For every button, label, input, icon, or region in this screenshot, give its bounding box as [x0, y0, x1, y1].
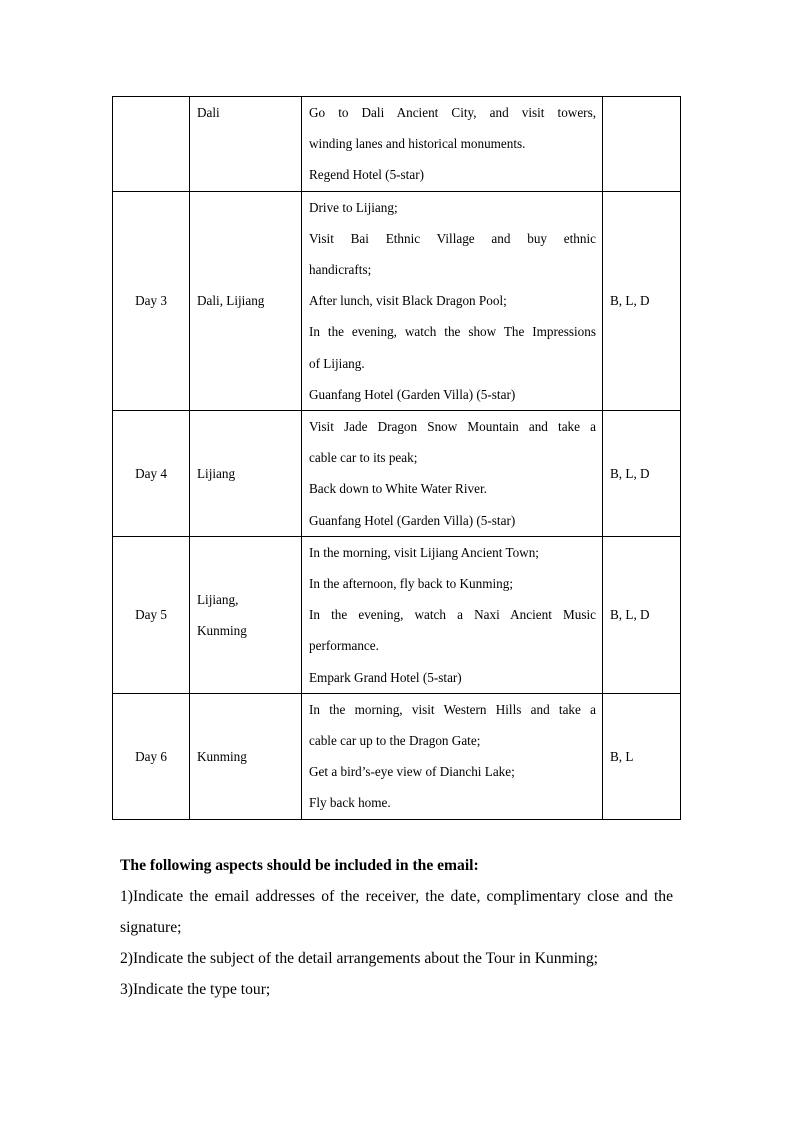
- place-line: Dali: [197, 105, 220, 120]
- activity-line: of Lijiang.: [309, 355, 365, 371]
- meals-cell: B, L, D: [603, 411, 681, 537]
- activity-line: performance.: [309, 638, 379, 654]
- meals-cell: B, L: [603, 693, 681, 819]
- activity-line: Fly back home.: [309, 795, 391, 811]
- table-row: [113, 97, 681, 192]
- activity-line: Back down to White Water River.: [309, 481, 487, 497]
- activity-line: Guanfang Hotel (Garden Villa) (5-star): [309, 512, 516, 528]
- activity-cell: [302, 411, 603, 537]
- place-line: Kunming: [197, 748, 247, 764]
- activity-line: Go to Dali Ancient City, and visit towers,: [309, 105, 596, 120]
- itinerary-table: [112, 96, 681, 820]
- activity-line: handicrafts;: [309, 262, 372, 278]
- requirement-line: signature;: [120, 919, 182, 936]
- requirement-item-3: 3)Indicate the type tour;: [120, 981, 271, 998]
- requirement-item-2: 2)Indicate the subject of the detail arrangements about the Tour in Kunming;: [120, 950, 598, 967]
- table-row: [113, 411, 681, 537]
- activity-line: winding lanes and historical monuments.: [309, 136, 526, 152]
- place-cell: [190, 97, 302, 192]
- activity-line: cable car to its peak;: [309, 450, 418, 466]
- activity-cell: [302, 191, 603, 410]
- place-cell: [190, 411, 302, 537]
- table-row: [113, 191, 681, 410]
- activity-cell: [302, 693, 603, 819]
- day-cell: [113, 97, 190, 192]
- meals-cell: B, L, D: [603, 191, 681, 410]
- place-cell: [190, 536, 302, 693]
- requirement-item-1: [120, 881, 673, 943]
- activity-line: In the evening, watch the show The Impressions: [309, 324, 596, 340]
- day-cell: Day 4: [113, 411, 190, 537]
- place-line: Kunming: [197, 622, 247, 638]
- activity-line: Visit Jade Dragon Snow Mountain and take a: [309, 419, 596, 435]
- activity-cell: [302, 536, 603, 693]
- day-cell: Day 3: [113, 191, 190, 410]
- activity-line: Guanfang Hotel (Garden Villa) (5-star): [309, 386, 516, 402]
- activity-line: Get a bird’s-eye view of Dianchi Lake;: [309, 764, 515, 780]
- activity-line: cable car up to the Dragon Gate;: [309, 733, 481, 749]
- day-cell: Day 5: [113, 536, 190, 693]
- activity-line: In the evening, watch a Naxi Ancient Music: [309, 607, 596, 623]
- activity-line: Empark Grand Hotel (5-star): [309, 669, 462, 685]
- activity-cell: [302, 97, 603, 192]
- meals-cell: [603, 97, 681, 192]
- email-requirements: [120, 850, 673, 1005]
- table-row: [113, 536, 681, 693]
- place-cell: [190, 191, 302, 410]
- activity-line: Visit Bai Ethnic Village and buy ethnic: [309, 230, 596, 246]
- place-line: Lijiang: [197, 465, 236, 481]
- requirements-heading: The following aspects should be included in the email:: [120, 857, 479, 874]
- requirement-line: 1)Indicate the email addresses of the receiver, the date, complimentary close and the: [120, 888, 673, 905]
- activity-line: Drive to Lijiang;: [309, 199, 398, 215]
- activity-line: In the morning, visit Lijiang Ancient Town;: [309, 544, 539, 560]
- meals-cell: B, L, D: [603, 536, 681, 693]
- place-line: Lijiang,: [197, 591, 239, 607]
- activity-line: In the morning, visit Western Hills and take a: [309, 701, 596, 717]
- activity-line: After lunch, visit Black Dragon Pool;: [309, 293, 507, 309]
- activity-line: Regend Hotel (5-star): [309, 167, 424, 183]
- place-line: Dali, Lijiang: [197, 293, 265, 309]
- table-row: [113, 693, 681, 819]
- day-cell: Day 6: [113, 693, 190, 819]
- place-cell: [190, 693, 302, 819]
- activity-line: In the afternoon, fly back to Kunming;: [309, 576, 513, 592]
